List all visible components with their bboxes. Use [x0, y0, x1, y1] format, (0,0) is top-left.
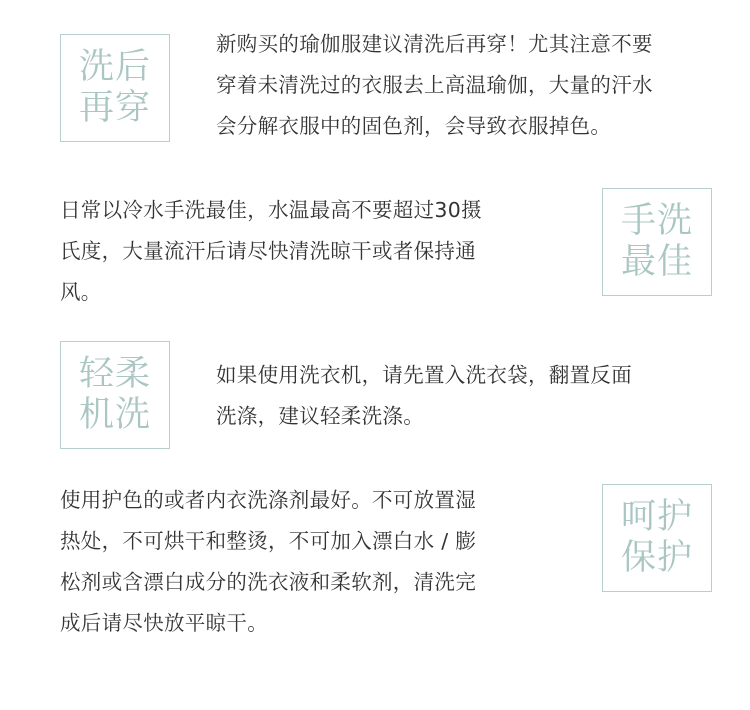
- care-paragraph-machine-wash: [216, 355, 632, 437]
- care-paragraph-wash-before-wear: [216, 24, 653, 147]
- paragraph-line: 新购买的瑜伽服建议清洗后再穿！尤其注意不要: [216, 32, 653, 56]
- badge-line: 保护: [620, 538, 693, 578]
- badge-line: 手洗: [620, 201, 693, 241]
- paragraph-line: 如果使用洗衣机，请先置入洗衣袋，翻置反面: [216, 363, 632, 387]
- paragraph-line: 成后请尽快放平晾干。: [60, 611, 268, 635]
- paragraph-line: 风。: [60, 280, 102, 304]
- paragraph-line: 穿着未清洗过的衣服去上高温瑜伽，大量的汗水: [216, 73, 653, 97]
- badge-line: 再穿: [78, 88, 151, 128]
- care-paragraph-hand-wash: [60, 190, 482, 313]
- paragraph-line: 洗涤，建议轻柔洗涤。: [216, 404, 424, 428]
- paragraph-line: 日常以冷水手洗最佳，水温最高不要超过30摄: [60, 198, 482, 222]
- paragraph-line: 氏度，大量流汗后请尽快清洗晾干或者保持通: [60, 239, 476, 263]
- badge-line: 最佳: [620, 242, 693, 282]
- badge-gentle-machine-wash: [60, 341, 170, 449]
- badge-wash-before-wear: [60, 34, 170, 142]
- badge-line: 洗后: [78, 47, 151, 87]
- badge-hand-wash-best: [602, 188, 712, 296]
- badge-line: 呵护: [620, 497, 693, 537]
- care-paragraph-protect: [60, 480, 476, 644]
- badge-line: 机洗: [78, 395, 151, 435]
- paragraph-line: 热处，不可烘干和整烫，不可加入漂白水 / 膨: [60, 529, 477, 553]
- paragraph-line: 使用护色的或者内衣洗涤剂最好。不可放置湿: [60, 488, 476, 512]
- paragraph-line: 松剂或含漂白成分的洗衣液和柔软剂，清洗完: [60, 570, 476, 594]
- badge-line: 轻柔: [78, 354, 151, 394]
- badge-care-protect: [602, 484, 712, 592]
- paragraph-line: 会分解衣服中的固色剂，会导致衣服掉色。: [216, 114, 612, 138]
